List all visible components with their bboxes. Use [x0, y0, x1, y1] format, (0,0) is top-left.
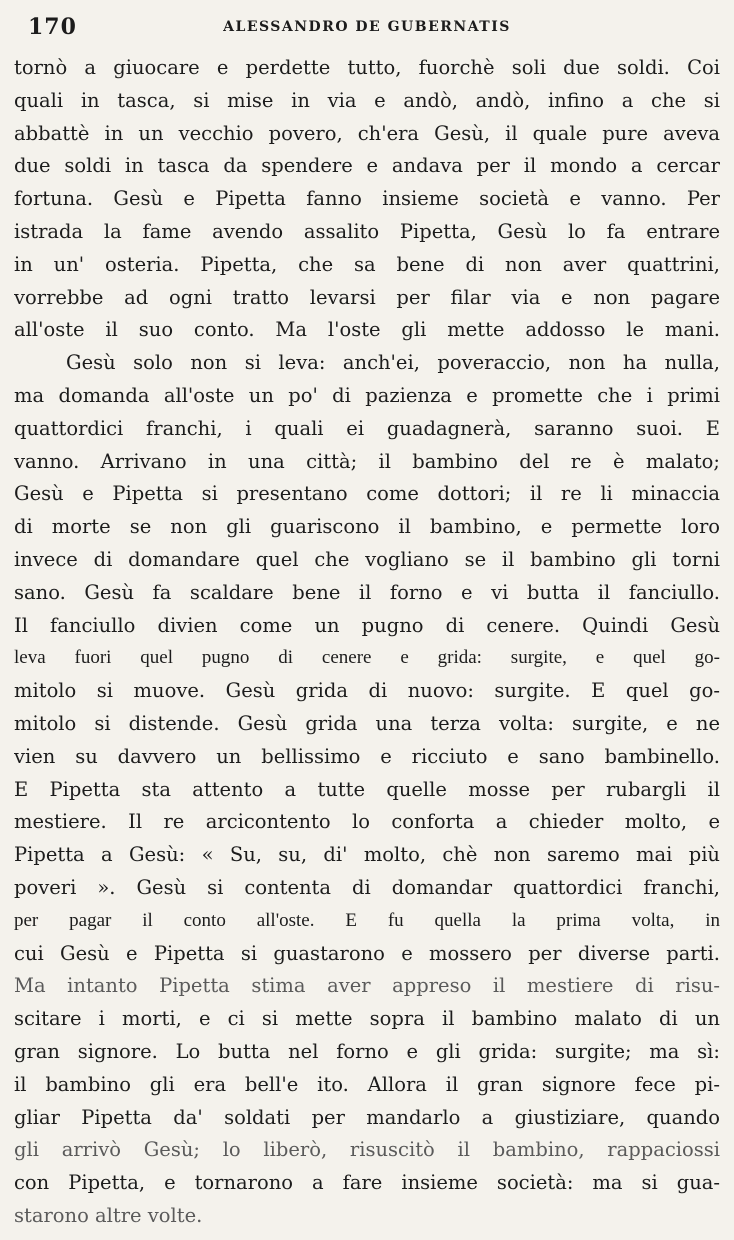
page-header [14, 0, 720, 52]
text-line: invece di domandare quel che vogliano se il bambino gli torni [14, 547, 720, 571]
text-line: ma domanda all'oste un po' di pazienza e promette che i primi [14, 383, 720, 407]
text-line: Pipetta a Gesù: « Su, su, di' molto, chè non saremo mai più [14, 843, 720, 867]
text-line: vien su davvero un bellissimo e ricciuto e sano bambinello. [14, 744, 720, 768]
body-text [14, 52, 720, 1233]
text-line: abbattè in un vecchio povero, ch'era Gesù, il quale pure aveva [14, 121, 720, 145]
text-line: fortuna. Gesù e Pipetta fanno insieme società e vanno. Per [14, 187, 720, 211]
text-line: di morte se non gli guariscono il bambino, e permette loro [14, 515, 720, 539]
text-line: quattordici franchi, i quali ei guadagnerà, saranno suoi. E [14, 416, 720, 440]
text-line: gli arrivò Gesù; lo liberò, risuscitò il bambino, rappaciossi [14, 1138, 720, 1162]
text-line-paragraph-start: Gesù solo non si leva: anch'ei, poveraccio, non ha nulla, [66, 351, 720, 375]
text-line: due soldi in tasca da spendere e andava per il mondo a cercar [14, 154, 720, 178]
text-line: tornò a giuocare e perdette tutto, fuorchè soli due soldi. Coi [14, 56, 720, 79]
text-line: gliar Pipetta da' soldati per mandarlo a giustiziare, quando [14, 1105, 720, 1129]
text-line: all'oste il suo conto. Ma l'oste gli mette addosso le mani. [14, 318, 720, 342]
page-number: 170 [28, 14, 77, 40]
text-line: in un' osteria. Pipetta, che sa bene di non aver quattrini, [14, 252, 720, 276]
text-line: E Pipetta sta attento a tutte quelle mosse per rubargli il [14, 777, 720, 801]
text-line: sano. Gesù fa scaldare bene il forno e vi butta il fanciullo. [14, 580, 720, 604]
text-line: Ma intanto Pipetta stima aver appreso il mestiere di risu- [14, 974, 720, 998]
text-line: quali in tasca, si mise in via e andò, andò, infino a che si [14, 88, 720, 112]
text-line: per pagar il conto all'oste. E fu quella la prima volta, in [14, 909, 720, 931]
text-line: poveri ». Gesù si contenta di domandar quattordici franchi, [14, 875, 720, 899]
text-line: con Pipetta, e tornarono a fare insieme società: ma si gua- [14, 1171, 720, 1195]
text-line: mestiere. Il re arcicontento lo conforta a chieder molto, e [14, 810, 720, 834]
text-line-paragraph-end: starono altre volte. [14, 1203, 203, 1227]
text-line: scitare i morti, e ci si mette sopra il bambino malato di un [14, 1007, 720, 1031]
text-line: mitolo si distende. Gesù grida una terza volta: surgite, e ne [14, 711, 720, 735]
text-line: vorrebbe ad ogni tratto levarsi per filar via e non pagare [14, 285, 720, 309]
text-line: Il fanciullo divien come un pugno di cenere. Quindi Gesù [14, 613, 720, 637]
running-title: ALESSANDRO DE GUBERNATIS [223, 19, 511, 35]
text-line: Gesù e Pipetta si presentano come dottori; il re li minaccia [14, 482, 720, 506]
text-line: vanno. Arrivano in una città; il bambino del re è malato; [14, 449, 720, 473]
text-line: il bambino gli era bell'e ito. Allora il gran signore fece pi- [14, 1072, 720, 1096]
text-line: istrada la fame avendo assalito Pipetta, Gesù lo fa entrare [14, 219, 720, 243]
text-line: cui Gesù e Pipetta si guastarono e mossero per diverse parti. [14, 941, 720, 965]
text-line: gran signore. Lo butta nel forno e gli grida: surgite; ma sì: [14, 1039, 720, 1063]
text-line: leva fuori quel pugno di cenere e grida: surgite, e quel go- [14, 647, 720, 669]
text-line: mitolo si muove. Gesù grida di nuovo: surgite. E quel go- [14, 679, 720, 703]
